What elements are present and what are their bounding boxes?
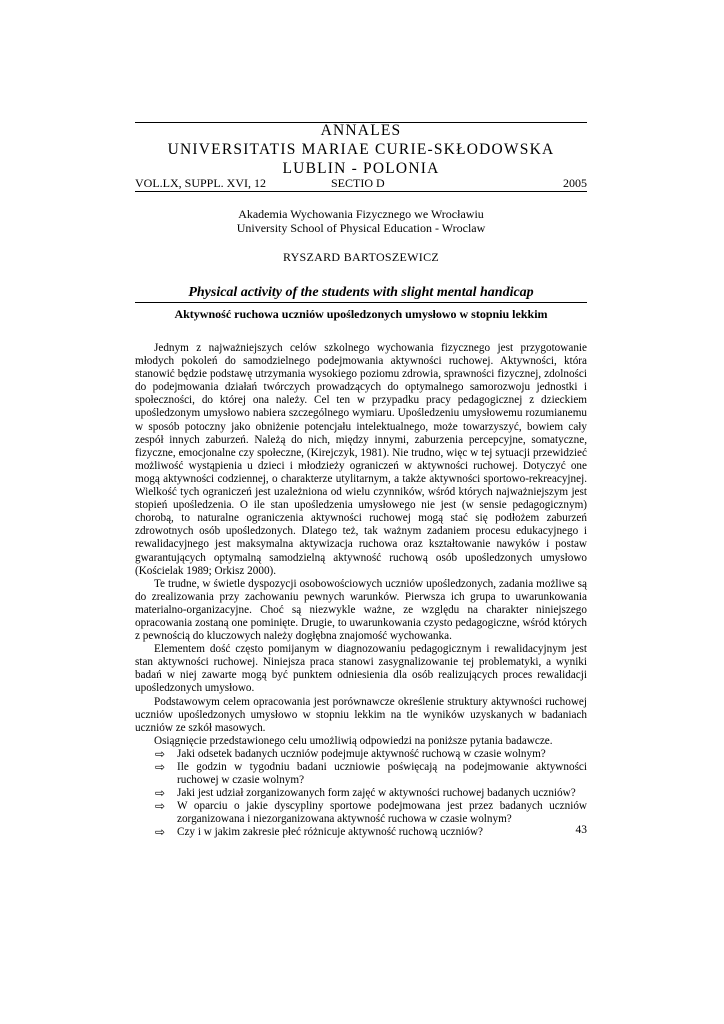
research-question-text: Czy i w jakim zakresie płeć różnicuje aktywność ruchową uczniów? (177, 826, 483, 839)
research-question-text: Ile godzin w tygodniu badani uczniowie poświęcają na podejmowanie aktywności ruchowej w czasie wolnym? (177, 761, 587, 787)
research-question (135, 826, 587, 839)
outline-right-arrow-icon: ⇨ (155, 760, 166, 774)
body-paragraph-1: Jednym z najważniejszych celów szkolnego wychowania fizycznego jest przygotowanie młodych pokoleń do samodzielnego podejmowania aktywności ruchowej. Aktywności, która stanowić będzie podstawę utrzymania wysokiego poziomu zdrowia, sprawności fizycznej, zdolności do podejmowania działań twórczych prowadzących do optymalnego samorozwoju jednostki i społeczności, do której ona należy. Cel ten w przypadku pracy pedagogicznej z dzieckiem upośledzonym umysłowo nabiera szczególnego wymiaru. Upośledzeniu umysłowemu rozumianemu w sposób potoczny jako obniżenie potencjału intelektualnego, może towarzyszyć, bowiem cały zespół innych zaburzeń. Należą do nich, między innymi, zaburzenia percepcyjne, somatyczne, fizyczne, emocjonalne czy społeczne, (Kirejczyk, 1981). Nie trudno, więc w tej sytuacji przewidzieć możliwość wystąpienia u dzieci i młodzieży ograniczeń w aktywności ruchowej. Dotyczyć one mogą aktywności codziennej, o charakterze utylitarnym, a także aktywności sportowo-rekreacyjnej. Wielkość tych ograniczeń jest uzależniona od wielu czynników, wśród których najważniejszym jest stopień upośledzenia. O ile stan upośledzenia umysłowego nie jest (w sensie pedagogicznym) chorobą, to naturalne ograniczenia aktywności ruchowej mogą stać się podłożem zaburzeń zdrowotnych osób upośledzonych. Dlatego też, tak ważnym zadaniem procesu edukacyjnego i rewalidacyjnego jest maksymalna aktywizacja ruchowa oraz kształtowanie nawyków i postaw gwarantujących optymalną samodzielną aktywność ruchową osób upośledzonych umysłowo (Kościelak 1989; Orkisz 2000). (135, 342, 587, 577)
section-info: SECTIO D (331, 176, 385, 190)
affiliation-english: University School of Physical Education - Wroclaw (236, 221, 486, 235)
paper-title-english: Physical activity of the students with slight mental handicap (188, 285, 534, 300)
masthead-line-university: UNIVERSITATIS MARIAE CURIE-SKŁODOWSKA (167, 141, 555, 158)
research-question-text: W oparciu o jakie dyscypliny sportowe podejmowana jest przez badanych uczniów zorganizowana i niezorganizowana aktywność ruchowa w czasie wolnym? (177, 800, 587, 826)
title-rule (135, 302, 587, 303)
body-paragraph-3: Elementem dość często pomijanym w diagnozowaniu pedagogicznym i rewalidacyjnym jest stan aktywności ruchowej. Niniejsza praca stanowi zasygnalizowanie tej problematyki, a wyniki badań w niej zawarte mogą być punktem odniesienia dla osób realizujących proces rewalidacji upośledzonych umysłowo. (135, 643, 587, 695)
research-question-text: Jaki jest udział zorganizowanych form zajęć w aktywności ruchowej badanych uczniów? (177, 787, 576, 800)
body-paragraph-2: Te trudne, w świetle dyspozycji osobowościowych uczniów upośledzonych, zadania możliwe są do zrealizowania przy zachowaniu pewnych warunków. Pierwsza ich grupa to uwarunkowania materialno-organizacyjne. Choć są niezwykle ważne, ze względu na charakter niniejszego opracowania zostaną one pominięte. Drugie, to uwarunkowania czysto pedagogiczne, wśród których z pewnością do kluczowych należy dogłębna znajomość wychowanka. (135, 577, 587, 643)
affiliation-polish: Akademia Wychowania Fizycznego we Wrocławiu (238, 207, 484, 221)
research-questions-list (135, 748, 587, 840)
year-info: 2005 (563, 176, 587, 190)
volume-info: VOL.LX, SUPPL. XVI, 12 (135, 176, 267, 190)
outline-right-arrow-icon: ⇨ (155, 799, 166, 814)
body-paragraph-5: Osiągnięcie przedstawionego celu umożliwią odpowiedzi na poniższe pytania badawcze. (154, 734, 553, 747)
body-paragraph-4: Podstawowym celem opracowania jest porównawcze określenie struktury aktywności ruchowej uczniów upośledzonych umysłowo w stopniu lekkim na tle wyników uzyskanych w badaniach uczniów ze szkół masowych. (135, 695, 587, 734)
research-question (135, 787, 587, 800)
author-name: RYSZARD BARTOSZEWICZ (282, 250, 440, 264)
research-question (135, 761, 587, 787)
affiliation (135, 207, 587, 235)
research-question-text: Jaki odsetek badanych uczniów podejmuje aktywność ruchową w czasie wolnym? (177, 747, 546, 760)
outline-right-arrow-icon: ⇨ (155, 786, 166, 801)
page-number: 43 (575, 824, 587, 836)
masthead-line-city: LUBLIN - POLONIA (282, 160, 440, 177)
masthead-line-annales: ANNALES (320, 122, 402, 139)
paper-title-polish: Aktywność ruchowa uczniów upośledzonych umysłowo w stopniu lekkim (174, 307, 548, 321)
masthead-bottom-rule (135, 191, 587, 192)
outline-right-arrow-icon: ⇨ (155, 746, 166, 761)
journal-masthead (135, 121, 587, 178)
outline-right-arrow-icon: ⇨ (155, 825, 166, 840)
research-question (135, 800, 587, 826)
article-body (135, 342, 587, 840)
research-question (135, 748, 587, 761)
